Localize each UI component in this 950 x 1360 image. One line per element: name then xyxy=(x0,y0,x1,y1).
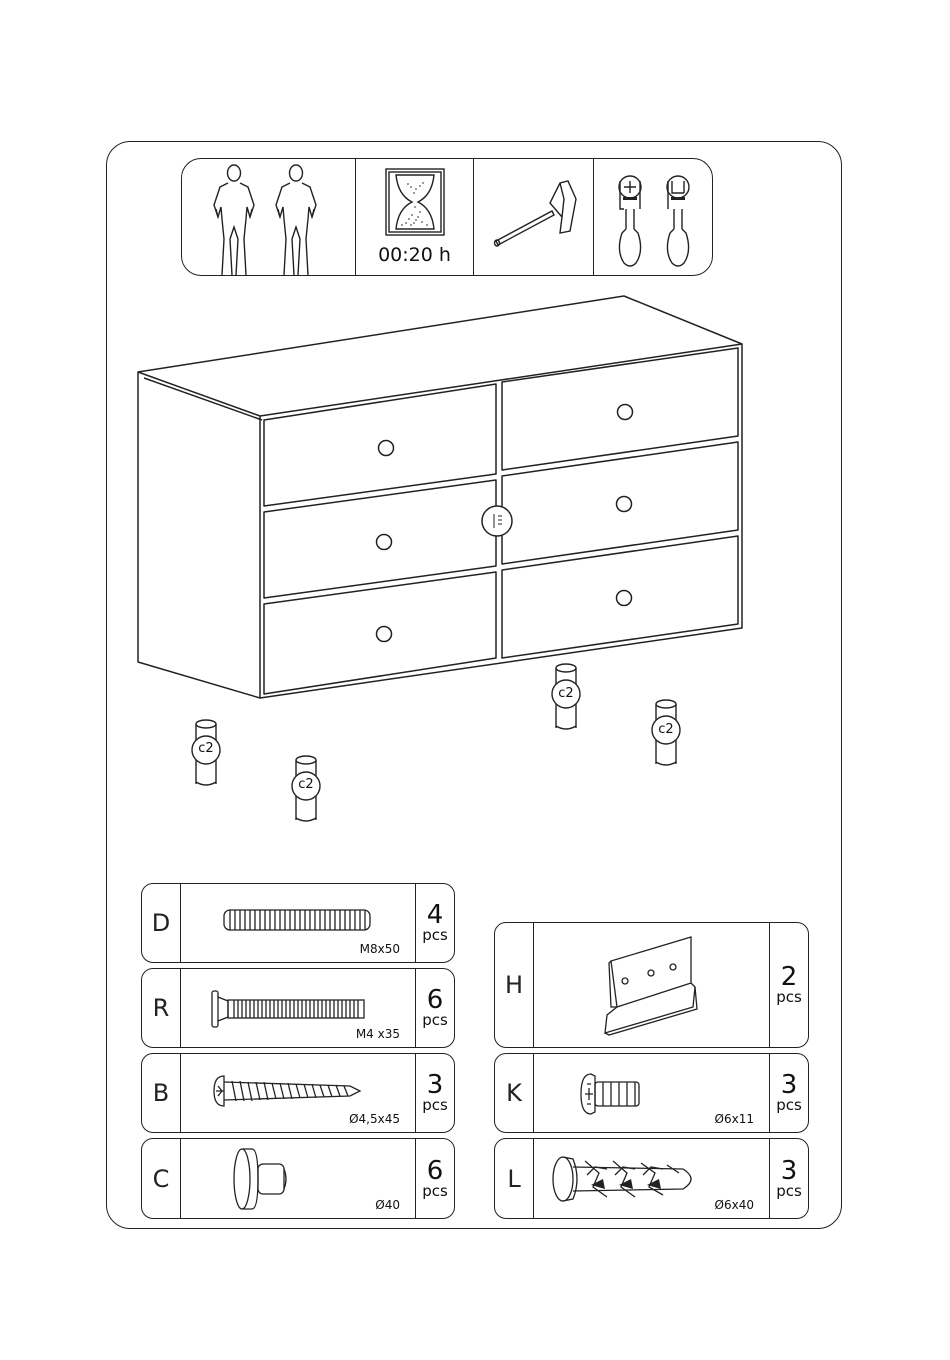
part-letter: C xyxy=(142,1139,181,1218)
leg-label: c2 xyxy=(298,777,314,792)
part-letter: B xyxy=(142,1054,181,1132)
part-letter: K xyxy=(495,1054,534,1132)
quantity-number: 3 xyxy=(426,1070,444,1100)
part-row-B xyxy=(141,1053,455,1133)
quantity-number: 6 xyxy=(426,1155,444,1186)
part-letter: L xyxy=(495,1139,534,1218)
quantity-unit: pcs xyxy=(776,988,802,1006)
part-row-C xyxy=(141,1138,455,1219)
quantity-unit: pcs xyxy=(422,926,448,944)
part-size: M8x50 xyxy=(359,942,400,956)
leg-label: c2 xyxy=(198,741,214,756)
part-size: Ø6x40 xyxy=(714,1198,754,1212)
quantity-unit: pcs xyxy=(422,1096,448,1114)
hanging-bracket-icon xyxy=(533,923,772,1049)
part-quantity xyxy=(415,884,454,962)
leg-label: c2 xyxy=(558,686,574,701)
quantity-unit: pcs xyxy=(776,1181,802,1200)
part-size: Ø4,5x45 xyxy=(349,1112,400,1126)
part-size: Ø6x11 xyxy=(714,1112,754,1126)
quantity-unit: pcs xyxy=(422,1011,448,1029)
quantity-unit: pcs xyxy=(422,1181,448,1200)
part-row-K xyxy=(494,1053,809,1133)
part-row-R xyxy=(141,968,455,1048)
part-size: M4 x35 xyxy=(355,1027,400,1041)
part-quantity xyxy=(415,1054,454,1132)
part-row-L xyxy=(494,1138,809,1219)
quantity-unit: pcs xyxy=(776,1096,802,1114)
part-quantity xyxy=(769,923,808,1047)
part-letter: R xyxy=(142,969,181,1047)
part-letter: H xyxy=(495,923,534,1047)
part-row-H xyxy=(494,922,809,1048)
part-quantity xyxy=(415,1139,454,1218)
assembly-time: 00:20 h xyxy=(378,244,451,266)
part-quantity xyxy=(769,1139,808,1218)
part-size: Ø40 xyxy=(375,1198,400,1212)
part-quantity xyxy=(769,1054,808,1132)
part-letter: D xyxy=(142,884,181,962)
quantity-number: 2 xyxy=(780,962,798,992)
part-quantity xyxy=(415,969,454,1047)
quantity-number: 3 xyxy=(780,1155,798,1186)
quantity-number: 6 xyxy=(426,985,444,1015)
part-row-D xyxy=(141,883,455,963)
leg-label: c2 xyxy=(658,722,674,737)
quantity-number: 3 xyxy=(780,1070,798,1100)
quantity-number: 4 xyxy=(426,900,444,930)
